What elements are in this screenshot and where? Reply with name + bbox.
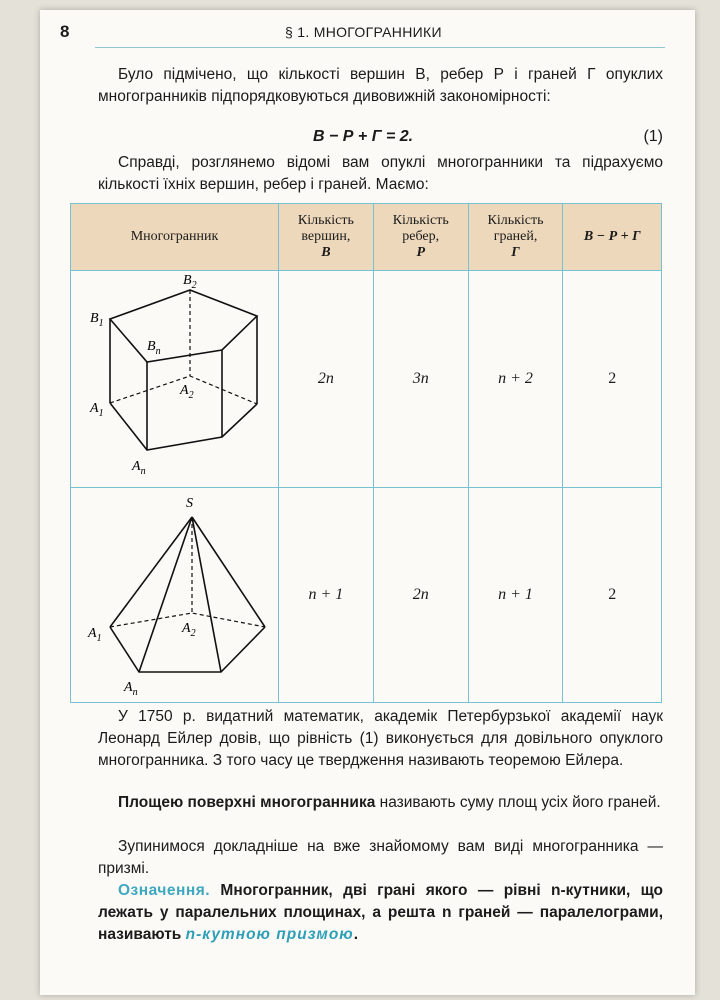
header-rule bbox=[95, 47, 665, 48]
polyhedra-table bbox=[70, 203, 662, 703]
label-b1: $B_1$ bbox=[90, 311, 104, 329]
label-b2: $B_2$ bbox=[183, 273, 197, 291]
euler-formula bbox=[98, 128, 663, 150]
definition-label: Означення. bbox=[118, 882, 211, 899]
pyramid-result: 2 bbox=[563, 488, 662, 703]
prism-edges: 3n bbox=[373, 271, 468, 488]
table-row-pyramid bbox=[71, 488, 662, 703]
page-number: 8 bbox=[60, 22, 70, 41]
pyramid-edges: 2n bbox=[373, 488, 468, 703]
label-s: S bbox=[186, 496, 193, 511]
label-a2-pyramid: $A_2$ bbox=[182, 621, 196, 639]
header-polyhedron: Многогранник bbox=[71, 204, 279, 271]
pyramid-vertices: n + 1 bbox=[279, 488, 374, 703]
table-row-prism bbox=[71, 271, 662, 488]
prism-vertices: 2n bbox=[279, 271, 374, 488]
check-paragraph: Справді, розглянемо відомі вам опуклі многогранники та підрахуємо кількості їхніх вершин, ребер і граней. Маємо: bbox=[98, 154, 663, 193]
pyramid-figure-cell bbox=[71, 488, 279, 703]
label-a1-pyramid: $A_1$ bbox=[88, 626, 102, 644]
header-faces: Кількість граней, Г bbox=[468, 204, 563, 271]
header-formula: В − Р + Г bbox=[563, 204, 662, 271]
label-a2-prism: $A_2$ bbox=[180, 383, 194, 401]
pyramid-faces: n + 1 bbox=[468, 488, 563, 703]
surface-paragraph: Площею поверхні многогранника називають суму площ усіх його граней. bbox=[118, 794, 661, 811]
pyramid-diagram bbox=[72, 489, 277, 701]
running-head: § 1. МНОГОГРАННИКИ bbox=[285, 24, 442, 40]
label-an-prism: $A_n$ bbox=[132, 459, 146, 477]
prism-intro-paragraph: Зупинимося докладніше на вже знайомому вам виді многогранника — призмі. bbox=[98, 838, 663, 877]
euler-paragraph: У 1750 р. видатний математик, академік Петербурзької академії наук Леонард Ейлер довів, що рівність (1) виконується для довільного опуклого многогранника. З того часу це твердження називають теоремою Ейлера. bbox=[98, 708, 663, 769]
formula-number: (1) bbox=[643, 128, 663, 145]
prism-result: 2 bbox=[563, 271, 662, 488]
prism-diagram bbox=[72, 272, 277, 486]
label-a1-prism: $A_1$ bbox=[90, 401, 104, 419]
label-bn: $B_n$ bbox=[147, 339, 161, 357]
formula-expression: В − Р + Г = 2. bbox=[313, 128, 414, 145]
label-an-pyramid: $A_n$ bbox=[124, 680, 138, 698]
prism-faces: n + 2 bbox=[468, 271, 563, 488]
prism-figure-cell bbox=[71, 271, 279, 488]
definition-paragraph: Означення. Многогранник, дві грані якого — рівні n-кутники, що лежать у паралельних площинах, а решта n граней — паралелограми, називають n-кутною призмою. bbox=[98, 882, 663, 943]
header-edges: Кількість ребер, Р bbox=[373, 204, 468, 271]
header-vertices: Кількість вершин, В bbox=[279, 204, 374, 271]
surface-term: Площею поверхні многогранника bbox=[118, 794, 376, 811]
prism-term: n-кутною призмою bbox=[185, 926, 354, 943]
intro-paragraph: Було підмічено, що кількості вершин В, ребер Р і граней Г опуклих многогранників підпорядковуються дивовижній закономірності: bbox=[98, 66, 663, 105]
table-header-row bbox=[71, 204, 662, 271]
